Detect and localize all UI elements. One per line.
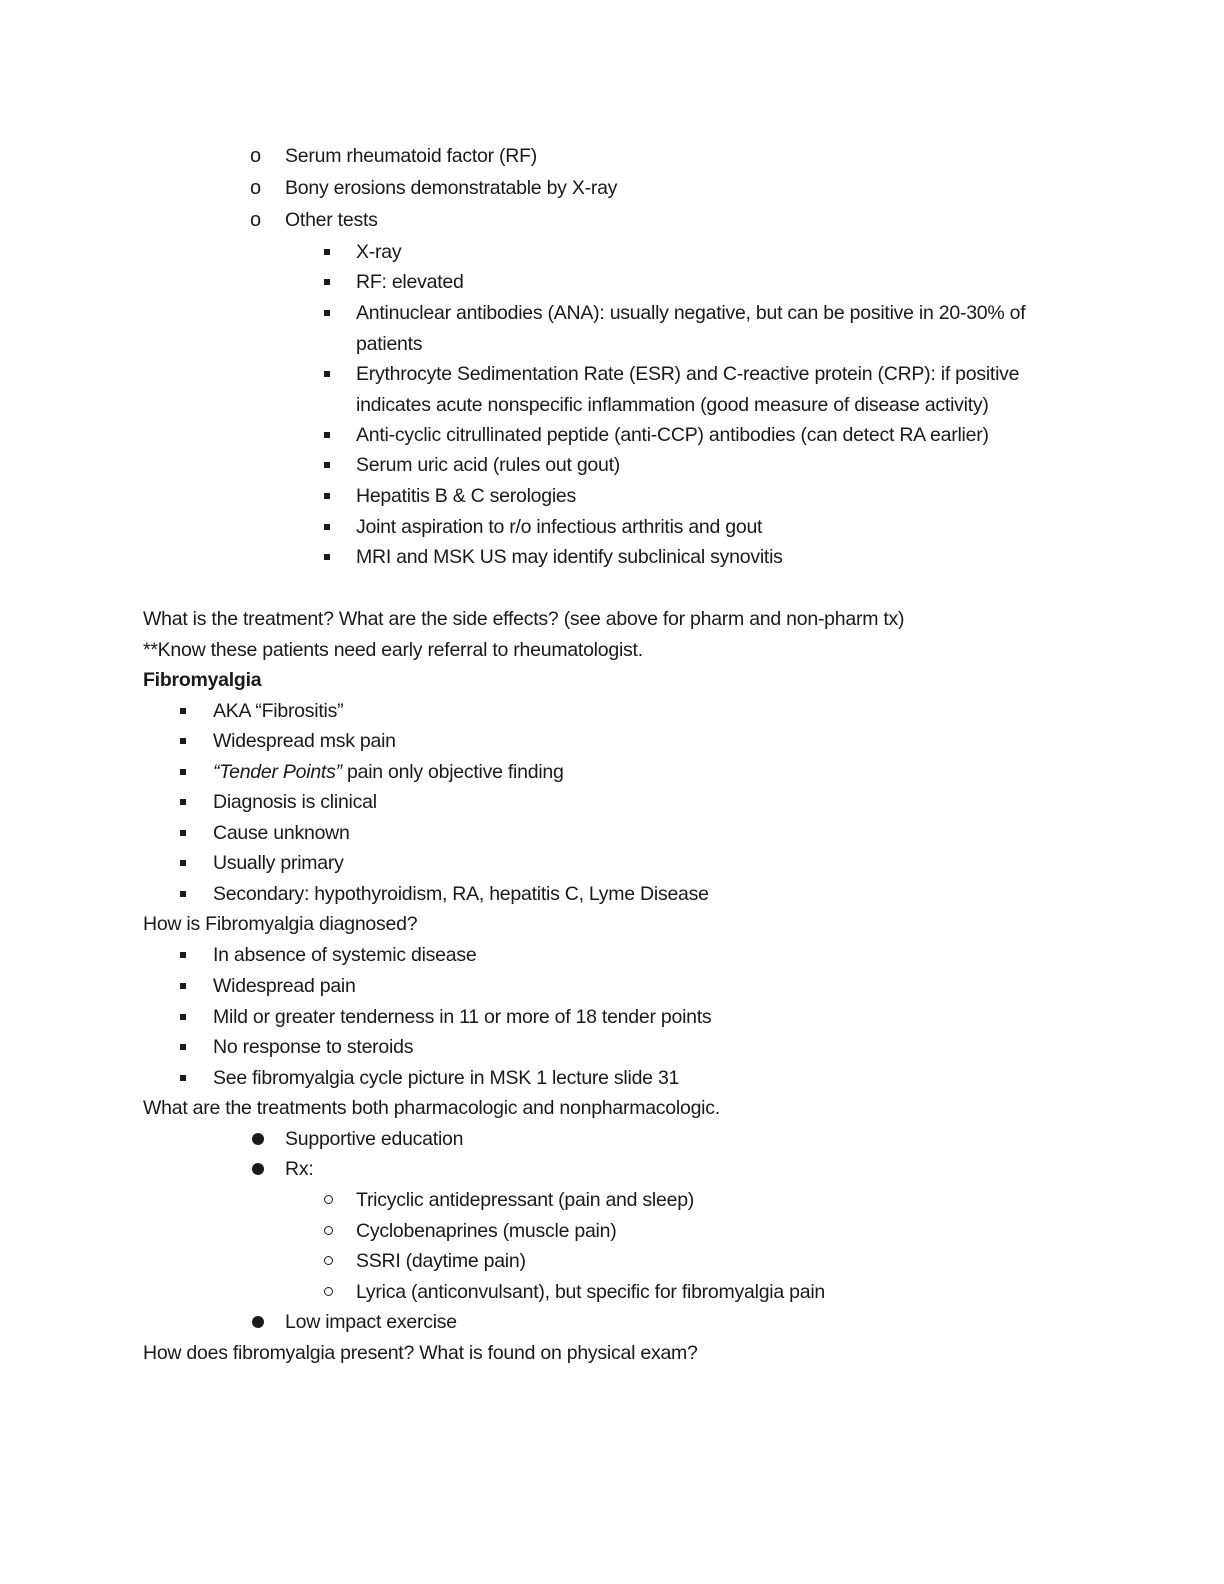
square-bullet-icon [324, 554, 330, 560]
list-item: Other tests [285, 209, 378, 231]
list-item: In absence of systemic disease [213, 944, 477, 966]
circle-bullet-icon [324, 1287, 333, 1296]
list-item: SSRI (daytime pain) [356, 1250, 526, 1272]
list-item: Bony erosions demonstratable by X-ray [285, 177, 618, 199]
square-bullet-icon [180, 952, 186, 958]
list-item-continuation: indicates acute nonspecific inflammation (good measure of disease activity) [356, 394, 989, 416]
round-bullet-icon [252, 1133, 264, 1145]
question-text: How is Fibromyalgia diagnosed? [143, 913, 418, 935]
round-bullet-icon [252, 1316, 264, 1328]
square-bullet-icon [180, 1014, 186, 1020]
list-item: Hepatitis B & C serologies [356, 485, 577, 507]
list-item: Supportive education [285, 1128, 464, 1150]
list-item: Erythrocyte Sedimentation Rate (ESR) and C-reactive protein (CRP): if positive [356, 363, 1020, 385]
list-item: Anti-cyclic citrullinated peptide (anti-CCP) antibodies (can detect RA earlier) [356, 424, 989, 446]
list-item: Serum rheumatoid factor (RF) [285, 145, 537, 167]
square-bullet-icon [180, 891, 186, 897]
square-bullet-icon [180, 708, 186, 714]
question-text: What are the treatments both pharmacologic and nonpharmacologic. [143, 1097, 720, 1119]
question-text: What is the treatment? What are the side effects? (see above for pharm and non-pharm tx) [143, 608, 905, 630]
square-bullet-icon [180, 1075, 186, 1081]
italic-term: “Tender Points” [213, 761, 342, 783]
square-bullet-icon [324, 310, 330, 316]
list-item: Widespread pain [213, 975, 356, 997]
square-bullet-icon [324, 493, 330, 499]
list-item: Rx: [285, 1158, 314, 1180]
square-bullet-icon [324, 432, 330, 438]
list-item: X-ray [356, 241, 402, 263]
square-bullet-icon [324, 371, 330, 377]
list-item: AKA “Fibrositis” [213, 700, 344, 722]
circle-bullet-icon [324, 1195, 333, 1204]
list-item: Usually primary [213, 852, 344, 874]
square-bullet-icon [324, 279, 330, 285]
list-item: Serum uric acid (rules out gout) [356, 454, 621, 476]
list-marker: o [250, 145, 262, 167]
question-text: How does fibromyalgia present? What is found on physical exam? [143, 1342, 698, 1364]
circle-bullet-icon [324, 1226, 333, 1235]
list-item: RF: elevated [356, 271, 464, 293]
list-item: Antinuclear antibodies (ANA): usually negative, but can be positive in 20-30% of [356, 302, 1026, 324]
list-item: Tricyclic antidepressant (pain and sleep) [356, 1189, 695, 1211]
list-item: No response to steroids [213, 1036, 414, 1058]
square-bullet-icon [180, 860, 186, 866]
square-bullet-icon [180, 983, 186, 989]
circle-bullet-icon [324, 1256, 333, 1265]
section-heading: Fibromyalgia [143, 669, 262, 691]
square-bullet-icon [180, 769, 186, 775]
list-item: Cyclobenaprines (muscle pain) [356, 1220, 617, 1242]
list-item: MRI and MSK US may identify subclinical synovitis [356, 546, 783, 568]
note-text: **Know these patients need early referral to rheumatologist. [143, 639, 643, 661]
list-item: See fibromyalgia cycle picture in MSK 1 lecture slide 31 [213, 1067, 680, 1089]
list-item: Widespread msk pain [213, 730, 396, 752]
square-bullet-icon [324, 249, 330, 255]
square-bullet-icon [180, 830, 186, 836]
list-item: Secondary: hypothyroidism, RA, hepatitis C, Lyme Disease [213, 883, 709, 905]
list-marker: o [250, 177, 262, 199]
list-item: Diagnosis is clinical [213, 791, 377, 813]
round-bullet-icon [252, 1163, 264, 1175]
list-item: Joint aspiration to r/o infectious arthritis and gout [356, 516, 763, 538]
list-item [213, 760, 564, 784]
list-marker: o [250, 209, 262, 231]
square-bullet-icon [324, 524, 330, 530]
list-item: Lyrica (anticonvulsant), but specific for fibromyalgia pain [356, 1281, 825, 1303]
square-bullet-icon [180, 799, 186, 805]
list-item-text: pain only objective finding [341, 761, 564, 783]
square-bullet-icon [180, 738, 186, 744]
list-item-continuation: patients [356, 333, 423, 355]
square-bullet-icon [324, 462, 330, 468]
list-item: Low impact exercise [285, 1311, 457, 1333]
list-item: Mild or greater tenderness in 11 or more of 18 tender points [213, 1006, 712, 1028]
square-bullet-icon [180, 1044, 186, 1050]
list-item: Cause unknown [213, 822, 350, 844]
